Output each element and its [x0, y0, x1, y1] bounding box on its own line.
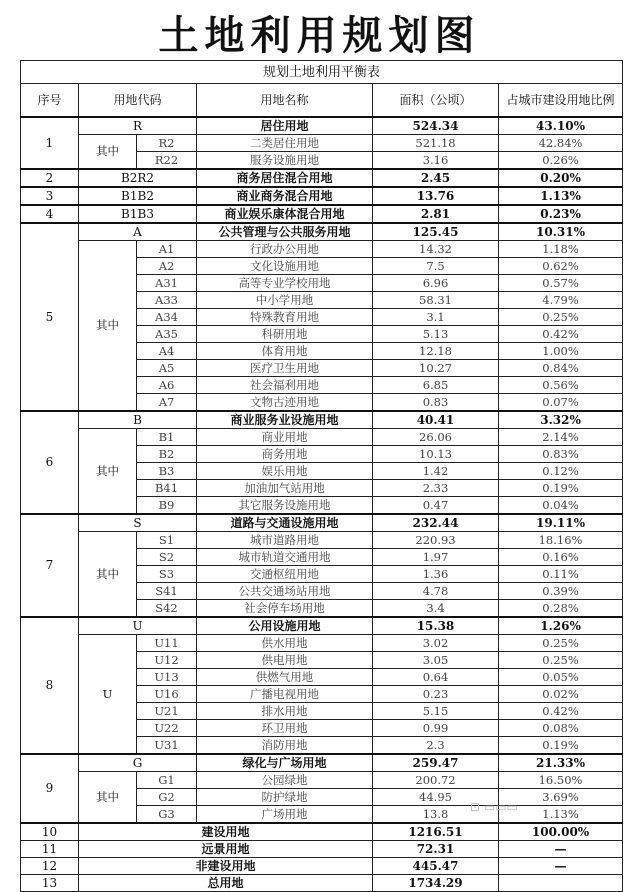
sub-land-code: U12: [137, 652, 197, 669]
sub-land-code: A5: [137, 360, 197, 377]
sub-land-area: 3.4: [373, 600, 499, 618]
table-row: [21, 223, 623, 241]
land-name: 商业娱乐康体混合用地: [197, 205, 373, 223]
sub-land-name: 公共交通场站用地: [197, 583, 373, 600]
sub-land-name: 娱乐用地: [197, 463, 373, 480]
sub-land-area: 200.72: [373, 772, 499, 789]
sub-land-ratio: 1.00%: [499, 343, 623, 360]
sub-land-name: 社会福利用地: [197, 377, 373, 394]
sub-land-code: U22: [137, 720, 197, 737]
sub-land-code: G3: [137, 806, 197, 824]
sub-land-area: 26.06: [373, 429, 499, 446]
sub-land-code: A33: [137, 292, 197, 309]
land-code: B1B3: [79, 205, 197, 223]
sub-land-name: 加油加气站用地: [197, 480, 373, 497]
sub-land-ratio: 2.14%: [499, 429, 623, 446]
sub-land-ratio: 0.28%: [499, 600, 623, 618]
sub-land-ratio: 0.39%: [499, 583, 623, 600]
row-number: 4: [21, 205, 79, 223]
summary-ratio: [499, 875, 623, 892]
sub-land-area: 13.8: [373, 806, 499, 824]
land-ratio: 19.11%: [499, 514, 623, 532]
sub-land-ratio: 0.16%: [499, 549, 623, 566]
sub-group-label: 其中: [79, 429, 137, 515]
sub-land-name: 高等专业学校用地: [197, 275, 373, 292]
sub-land-name: 体育用地: [197, 343, 373, 360]
table-row: [21, 135, 623, 152]
row-number: 9: [21, 754, 79, 823]
table-row: [21, 841, 623, 858]
sub-land-area: 1.42: [373, 463, 499, 480]
row-number: 3: [21, 187, 79, 205]
table-row: [21, 754, 623, 772]
sub-land-code: A7: [137, 394, 197, 412]
land-use-balance-table: [20, 60, 622, 892]
sub-group-label: 其中: [79, 772, 137, 824]
sub-land-name: 其它服务设施用地: [197, 497, 373, 515]
sub-land-name: 商业用地: [197, 429, 373, 446]
sub-land-name: 城市轨道交通用地: [197, 549, 373, 566]
land-code: G: [79, 754, 197, 772]
sub-land-code: S41: [137, 583, 197, 600]
page-title: 土地利用规划图: [158, 13, 481, 59]
table-row: [21, 772, 623, 789]
land-area: 125.45: [373, 223, 499, 241]
land-area: 2.81: [373, 205, 499, 223]
row-number: 7: [21, 514, 79, 617]
sub-land-code: A6: [137, 377, 197, 394]
sub-land-area: 3.02: [373, 635, 499, 652]
header-area: 面积（公顷）: [373, 84, 499, 118]
sub-land-name: 交通枢纽用地: [197, 566, 373, 583]
land-code: U: [79, 617, 197, 635]
header-code: 用地代码: [79, 84, 197, 118]
table-row: [21, 205, 623, 223]
summary-area: 1216.51: [373, 823, 499, 841]
sub-land-area: 6.85: [373, 377, 499, 394]
sub-land-code: S42: [137, 600, 197, 618]
sub-land-ratio: 18.16%: [499, 532, 623, 549]
land-area: 15.38: [373, 617, 499, 635]
sub-land-area: 10.13: [373, 446, 499, 463]
sub-land-name: 广播电视用地: [197, 686, 373, 703]
summary-name: 远景用地: [79, 841, 373, 858]
sub-land-ratio: 0.19%: [499, 480, 623, 497]
sub-land-code: A4: [137, 343, 197, 360]
sub-land-code: U31: [137, 737, 197, 755]
land-ratio: 3.32%: [499, 411, 623, 429]
table-row: [21, 411, 623, 429]
sub-land-ratio: 0.02%: [499, 686, 623, 703]
sub-land-name: 商务用地: [197, 446, 373, 463]
summary-area: 1734.29: [373, 875, 499, 892]
sub-land-name: 城市道路用地: [197, 532, 373, 549]
sub-land-code: A35: [137, 326, 197, 343]
sub-land-name: 二类居住用地: [197, 135, 373, 152]
land-ratio: 0.23%: [499, 205, 623, 223]
sub-land-area: 4.78: [373, 583, 499, 600]
table-caption-row: [21, 61, 623, 84]
sub-land-area: 2.3: [373, 737, 499, 755]
sub-land-area: 5.15: [373, 703, 499, 720]
sub-land-name: 特殊教育用地: [197, 309, 373, 326]
land-area: 2.45: [373, 169, 499, 187]
table-row: [21, 241, 623, 258]
sub-land-area: 7.5: [373, 258, 499, 275]
sub-land-area: 1.36: [373, 566, 499, 583]
land-ratio: 1.13%: [499, 187, 623, 205]
sub-group-label: 其中: [79, 532, 137, 618]
sub-land-ratio: 0.42%: [499, 703, 623, 720]
sub-land-name: 供燃气用地: [197, 669, 373, 686]
summary-ratio: —: [499, 858, 623, 875]
sub-land-ratio: 0.12%: [499, 463, 623, 480]
sub-land-ratio: 0.08%: [499, 720, 623, 737]
summary-name: 总用地: [79, 875, 373, 892]
land-name: 商务居住混合用地: [197, 169, 373, 187]
table-row: [21, 875, 623, 892]
land-code: B: [79, 411, 197, 429]
header-no: 序号: [21, 84, 79, 118]
row-number: 1: [21, 117, 79, 169]
table-row: [21, 429, 623, 446]
sub-land-code: B9: [137, 497, 197, 515]
sub-land-area: 0.83: [373, 394, 499, 412]
land-ratio: 21.33%: [499, 754, 623, 772]
land-area: 13.76: [373, 187, 499, 205]
sub-land-name: 供电用地: [197, 652, 373, 669]
sub-land-name: 供水用地: [197, 635, 373, 652]
land-code: S: [79, 514, 197, 532]
sub-land-code: G1: [137, 772, 197, 789]
land-area: 259.47: [373, 754, 499, 772]
land-area: 524.34: [373, 117, 499, 135]
sub-land-ratio: 0.04%: [499, 497, 623, 515]
sub-land-area: 3.05: [373, 652, 499, 669]
sub-land-name: 广场用地: [197, 806, 373, 824]
sub-land-name: 社会停车场用地: [197, 600, 373, 618]
sub-land-area: 3.1: [373, 309, 499, 326]
row-number: 13: [21, 875, 79, 892]
sub-land-name: 防护绿地: [197, 789, 373, 806]
sub-land-name: 行政办公用地: [197, 241, 373, 258]
table-row: [21, 514, 623, 532]
sub-land-ratio: 0.57%: [499, 275, 623, 292]
sub-land-code: S2: [137, 549, 197, 566]
sub-land-area: 2.33: [373, 480, 499, 497]
sub-land-ratio: 0.05%: [499, 669, 623, 686]
sub-land-ratio: 0.42%: [499, 326, 623, 343]
table-row: [21, 617, 623, 635]
row-number: 8: [21, 617, 79, 754]
sub-land-ratio: 0.56%: [499, 377, 623, 394]
summary-name: 建设用地: [79, 823, 373, 841]
sub-land-area: 521.18: [373, 135, 499, 152]
table-row: [21, 187, 623, 205]
sub-land-name: 环卫用地: [197, 720, 373, 737]
sub-land-ratio: 1.13%: [499, 806, 623, 824]
land-name: 居住用地: [197, 117, 373, 135]
sub-land-code: U16: [137, 686, 197, 703]
table-row: [21, 532, 623, 549]
sub-land-name: 排水用地: [197, 703, 373, 720]
row-number: 6: [21, 411, 79, 514]
sub-land-area: 10.27: [373, 360, 499, 377]
table-row: [21, 823, 623, 841]
sub-land-name: 医疗卫生用地: [197, 360, 373, 377]
sub-land-ratio: 4.79%: [499, 292, 623, 309]
sub-land-name: 文化设施用地: [197, 258, 373, 275]
sub-land-area: 14.32: [373, 241, 499, 258]
sub-land-name: 公园绿地: [197, 772, 373, 789]
land-area: 232.44: [373, 514, 499, 532]
sub-land-code: S3: [137, 566, 197, 583]
summary-area: 72.31: [373, 841, 499, 858]
sub-land-area: 3.16: [373, 152, 499, 170]
sub-land-ratio: 0.62%: [499, 258, 623, 275]
sub-land-name: 消防用地: [197, 737, 373, 755]
sub-land-name: 科研用地: [197, 326, 373, 343]
sub-land-area: 58.31: [373, 292, 499, 309]
sub-land-ratio: 0.84%: [499, 360, 623, 377]
sub-land-code: B1: [137, 429, 197, 446]
sub-land-ratio: 0.25%: [499, 635, 623, 652]
sub-land-code: U13: [137, 669, 197, 686]
sub-land-area: 0.64: [373, 669, 499, 686]
land-name: 公用设施用地: [197, 617, 373, 635]
sub-land-code: U21: [137, 703, 197, 720]
summary-area: 445.47: [373, 858, 499, 875]
land-code: B1B2: [79, 187, 197, 205]
sub-land-code: A34: [137, 309, 197, 326]
sub-land-code: B3: [137, 463, 197, 480]
land-ratio: 43.10%: [499, 117, 623, 135]
sub-land-ratio: 1.18%: [499, 241, 623, 258]
sub-land-area: 1.97: [373, 549, 499, 566]
land-name: 商业商务混合用地: [197, 187, 373, 205]
land-ratio: 0.20%: [499, 169, 623, 187]
table-row: [21, 635, 623, 652]
land-code: B2R2: [79, 169, 197, 187]
sub-land-ratio: 0.11%: [499, 566, 623, 583]
row-number: 11: [21, 841, 79, 858]
sub-land-code: U11: [137, 635, 197, 652]
sub-land-code: S1: [137, 532, 197, 549]
sub-land-area: 0.23: [373, 686, 499, 703]
land-ratio: 1.26%: [499, 617, 623, 635]
land-name: 商业服务业设施用地: [197, 411, 373, 429]
sub-land-area: 44.95: [373, 789, 499, 806]
sub-land-ratio: 0.25%: [499, 652, 623, 669]
table-header-row: [21, 84, 623, 118]
sub-land-ratio: 3.69%: [499, 789, 623, 806]
table-row: [21, 858, 623, 875]
summary-ratio: 100.00%: [499, 823, 623, 841]
table-caption: 规划土地利用平衡表: [21, 61, 623, 84]
watermark-logo: ⊡ ▭▭▭: [470, 800, 518, 814]
header-ratio: 占城市建设用地比例: [499, 84, 623, 118]
table-row: [21, 117, 623, 135]
sub-land-code: A1: [137, 241, 197, 258]
row-number: 12: [21, 858, 79, 875]
sub-land-code: G2: [137, 789, 197, 806]
table-row: [21, 169, 623, 187]
land-name: 道路与交通设施用地: [197, 514, 373, 532]
sub-land-ratio: 0.25%: [499, 309, 623, 326]
sub-land-name: 文物古迹用地: [197, 394, 373, 412]
summary-name: 非建设用地: [79, 858, 373, 875]
row-number: 2: [21, 169, 79, 187]
sub-land-code: B2: [137, 446, 197, 463]
land-area: 40.41: [373, 411, 499, 429]
sub-land-code: R2: [137, 135, 197, 152]
sub-land-code: R22: [137, 152, 197, 170]
sub-group-label: 其中: [79, 241, 137, 412]
sub-group-label: U: [79, 635, 137, 755]
sub-land-name: 中小学用地: [197, 292, 373, 309]
sub-land-ratio: 0.26%: [499, 152, 623, 170]
sub-land-name: 服务设施用地: [197, 152, 373, 170]
sub-land-area: 6.96: [373, 275, 499, 292]
row-number: 5: [21, 223, 79, 411]
sub-land-ratio: 0.19%: [499, 737, 623, 755]
sub-land-code: A2: [137, 258, 197, 275]
sub-land-area: 5.13: [373, 326, 499, 343]
sub-land-area: 12.18: [373, 343, 499, 360]
land-name: 绿化与广场用地: [197, 754, 373, 772]
sub-land-ratio: 16.50%: [499, 772, 623, 789]
land-name: 公共管理与公共服务用地: [197, 223, 373, 241]
sub-land-ratio: 42.84%: [499, 135, 623, 152]
sub-land-area: 0.99: [373, 720, 499, 737]
sub-land-area: 0.47: [373, 497, 499, 515]
sub-land-area: 220.93: [373, 532, 499, 549]
land-code: A: [79, 223, 197, 241]
summary-ratio: —: [499, 841, 623, 858]
sub-land-ratio: 0.07%: [499, 394, 623, 412]
sub-land-code: A31: [137, 275, 197, 292]
table-body: [21, 61, 623, 892]
header-name: 用地名称: [197, 84, 373, 118]
sub-land-code: B41: [137, 480, 197, 497]
sub-land-ratio: 0.83%: [499, 446, 623, 463]
sub-group-label: 其中: [79, 135, 137, 170]
land-code: R: [79, 117, 197, 135]
land-ratio: 10.31%: [499, 223, 623, 241]
row-number: 10: [21, 823, 79, 841]
